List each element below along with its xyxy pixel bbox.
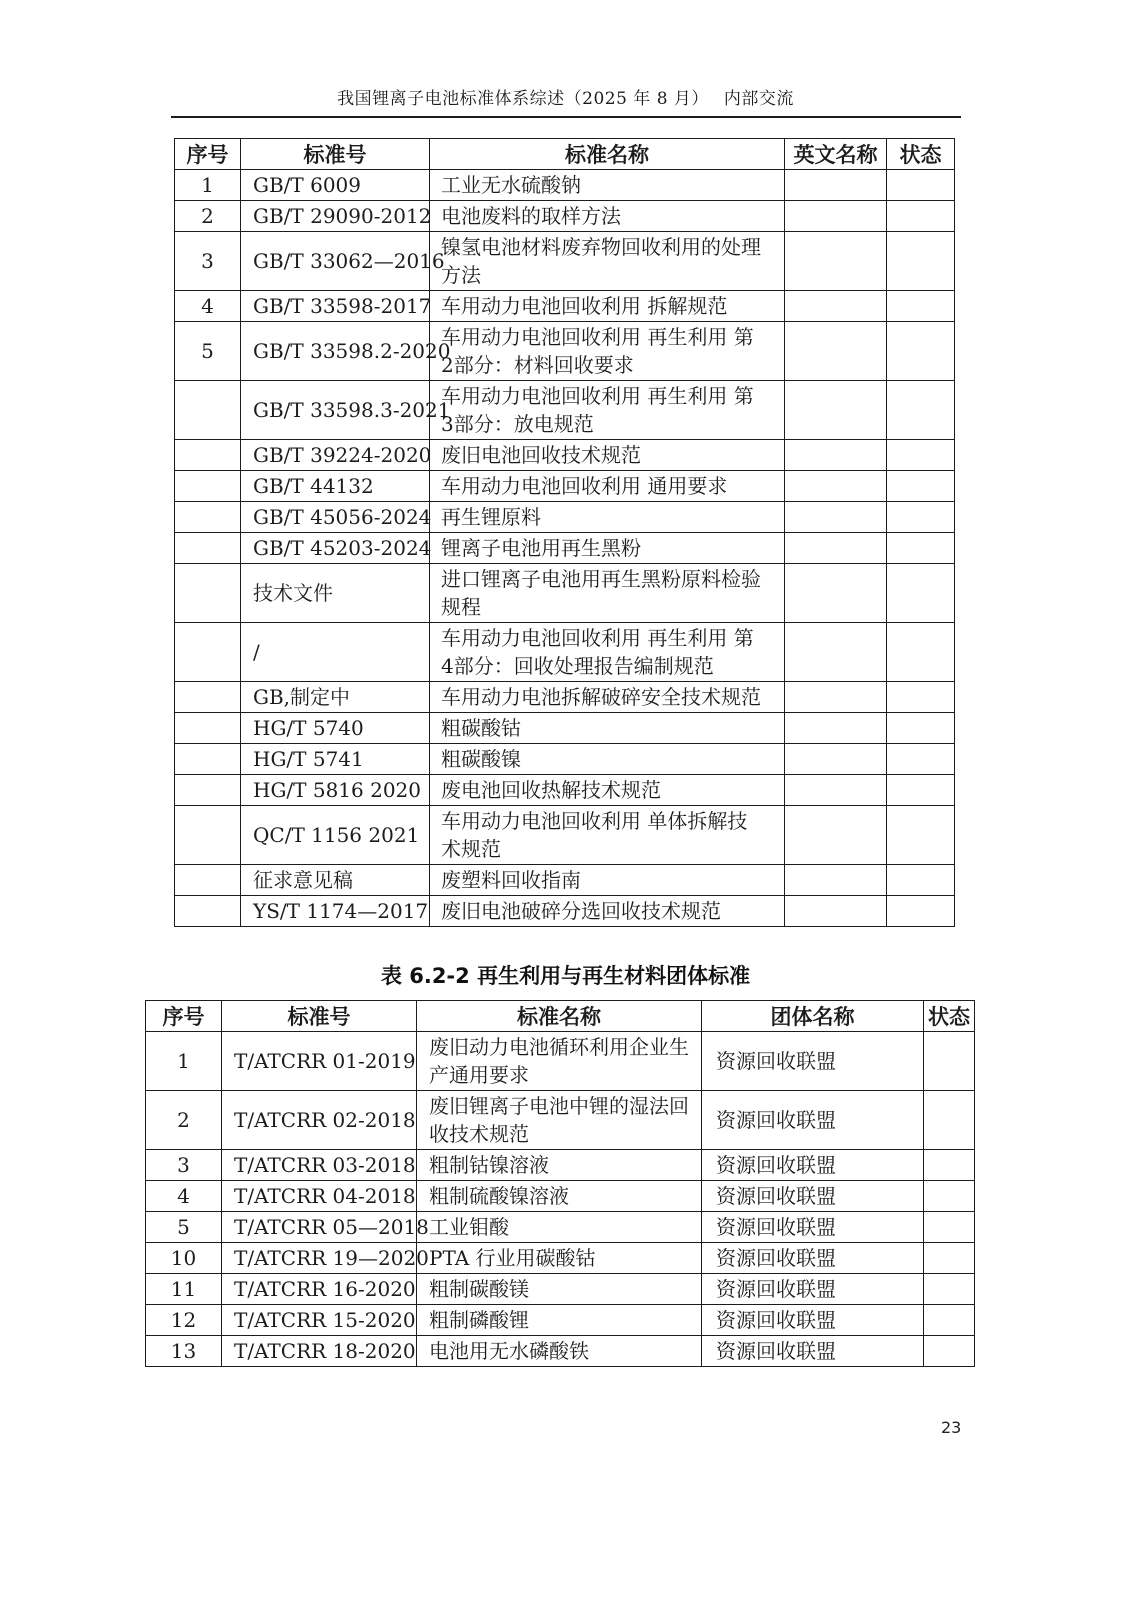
- cell-standard-no: T/ATCRR 01-2019: [222, 1032, 417, 1091]
- cell-seq: [175, 381, 241, 440]
- cell-standard-no: QC/T 1156 2021: [241, 806, 430, 865]
- cell-standard-name: 粗制硫酸镍溶液: [417, 1181, 702, 1212]
- table-row: [146, 1032, 975, 1091]
- cell-english-name: [785, 806, 887, 865]
- cell-seq: [175, 471, 241, 502]
- cell-standard-no: GB/T 39224-2020: [241, 440, 430, 471]
- cell-status: [887, 623, 955, 682]
- cell-status: [887, 381, 955, 440]
- cell-status: [887, 806, 955, 865]
- cell-org-name: 资源回收联盟: [702, 1212, 924, 1243]
- cell-standard-name: 车用动力电池拆解破碎安全技术规范: [430, 682, 785, 713]
- cell-standard-no: GB,制定中: [241, 682, 430, 713]
- cell-english-name: [785, 170, 887, 201]
- table-row: [146, 1091, 975, 1150]
- table-row: [175, 440, 955, 471]
- cell-seq: 10: [146, 1243, 222, 1274]
- cell-english-name: [785, 865, 887, 896]
- cell-standard-no: T/ATCRR 02-2018: [222, 1091, 417, 1150]
- cell-standard-name: 锂离子电池用再生黑粉: [430, 533, 785, 564]
- cell-standard-name: 车用动力电池回收利用 单体拆解技术规范: [430, 806, 785, 865]
- table-row: [175, 201, 955, 232]
- table-row: [175, 381, 955, 440]
- cell-status: [887, 502, 955, 533]
- cell-standard-name: 电池废料的取样方法: [430, 201, 785, 232]
- cell-status: [887, 471, 955, 502]
- cell-standard-name: 废旧电池破碎分选回收技术规范: [430, 896, 785, 927]
- cell-org-name: 资源回收联盟: [702, 1150, 924, 1181]
- table-row: [146, 1336, 975, 1367]
- table-row: [175, 471, 955, 502]
- cell-standard-no: 技术文件: [241, 564, 430, 623]
- cell-seq: [175, 440, 241, 471]
- group-standards-table: [145, 1000, 975, 1367]
- cell-standard-no: T/ATCRR 19—2020: [222, 1243, 417, 1274]
- cell-standard-no: /: [241, 623, 430, 682]
- cell-standard-no: GB/T 6009: [241, 170, 430, 201]
- cell-seq: 3: [146, 1150, 222, 1181]
- cell-standard-no: GB/T 45203-2024: [241, 533, 430, 564]
- table-row: [175, 564, 955, 623]
- cell-seq: 4: [146, 1181, 222, 1212]
- cell-status: [887, 865, 955, 896]
- cell-standard-name: 车用动力电池回收利用 再生利用 第3部分：放电规范: [430, 381, 785, 440]
- table-row: [175, 232, 955, 291]
- cell-standard-name: PTA 行业用碳酸钴: [417, 1243, 702, 1274]
- cell-english-name: [785, 564, 887, 623]
- cell-standard-no: GB/T 33598.2-2020: [241, 322, 430, 381]
- cell-standard-name: 工业钼酸: [417, 1212, 702, 1243]
- cell-standard-name: 镍氢电池材料废弃物回收利用的处理方法: [430, 232, 785, 291]
- cell-standard-name: 粗碳酸钴: [430, 713, 785, 744]
- cell-standard-name: 粗制碳酸镁: [417, 1274, 702, 1305]
- table-row: [175, 623, 955, 682]
- cell-seq: 5: [146, 1212, 222, 1243]
- cell-status: [924, 1336, 975, 1367]
- cell-org-name: 资源回收联盟: [702, 1181, 924, 1212]
- cell-standard-no: GB/T 33598.3-2021: [241, 381, 430, 440]
- table-row: [175, 291, 955, 322]
- cell-status: [887, 713, 955, 744]
- cell-status: [887, 201, 955, 232]
- cell-seq: [175, 623, 241, 682]
- table-row: [146, 1274, 975, 1305]
- cell-standard-no: HG/T 5816 2020: [241, 775, 430, 806]
- cell-seq: [175, 713, 241, 744]
- page-number: 23: [941, 1418, 962, 1437]
- cell-english-name: [785, 713, 887, 744]
- cell-standard-name: 废旧电池回收技术规范: [430, 440, 785, 471]
- cell-standard-no: GB/T 44132: [241, 471, 430, 502]
- cell-seq: [175, 865, 241, 896]
- cell-seq: [175, 682, 241, 713]
- cell-standard-name: 电池用无水磷酸铁: [417, 1336, 702, 1367]
- column-header: 状态: [887, 139, 955, 170]
- table-row: [175, 322, 955, 381]
- cell-standard-no: GB/T 33062—2016: [241, 232, 430, 291]
- column-header: 序号: [175, 139, 241, 170]
- cell-status: [887, 896, 955, 927]
- table-row: [175, 682, 955, 713]
- cell-seq: 4: [175, 291, 241, 322]
- cell-org-name: 资源回收联盟: [702, 1243, 924, 1274]
- column-header: 标准名称: [430, 139, 785, 170]
- national-standards-table: [174, 138, 955, 927]
- cell-standard-name: 废旧锂离子电池中锂的湿法回收技术规范: [417, 1091, 702, 1150]
- cell-seq: [175, 502, 241, 533]
- cell-status: [924, 1032, 975, 1091]
- cell-seq: 3: [175, 232, 241, 291]
- cell-standard-name: 车用动力电池回收利用 再生利用 第4部分：回收处理报告编制规范: [430, 623, 785, 682]
- cell-standard-no: YS/T 1174—2017: [241, 896, 430, 927]
- cell-seq: 11: [146, 1274, 222, 1305]
- cell-standard-no: GB/T 29090-2012: [241, 201, 430, 232]
- cell-status: [887, 440, 955, 471]
- cell-status: [924, 1181, 975, 1212]
- cell-seq: 2: [146, 1091, 222, 1150]
- cell-standard-no: 征求意见稿: [241, 865, 430, 896]
- cell-seq: 5: [175, 322, 241, 381]
- cell-seq: [175, 533, 241, 564]
- cell-english-name: [785, 533, 887, 564]
- cell-standard-name: 车用动力电池回收利用 拆解规范: [430, 291, 785, 322]
- cell-standard-name: 车用动力电池回收利用 再生利用 第2部分：材料回收要求: [430, 322, 785, 381]
- cell-english-name: [785, 201, 887, 232]
- cell-org-name: 资源回收联盟: [702, 1305, 924, 1336]
- cell-seq: [175, 775, 241, 806]
- cell-status: [887, 232, 955, 291]
- cell-seq: 12: [146, 1305, 222, 1336]
- column-header: 标准名称: [417, 1001, 702, 1032]
- cell-english-name: [785, 232, 887, 291]
- cell-standard-no: GB/T 45056-2024: [241, 502, 430, 533]
- cell-org-name: 资源回收联盟: [702, 1274, 924, 1305]
- cell-status: [887, 564, 955, 623]
- cell-standard-name: 废塑料回收指南: [430, 865, 785, 896]
- column-header: 标准号: [222, 1001, 417, 1032]
- cell-english-name: [785, 623, 887, 682]
- cell-status: [887, 682, 955, 713]
- column-header: 状态: [924, 1001, 975, 1032]
- cell-status: [887, 291, 955, 322]
- cell-standard-no: T/ATCRR 03-2018: [222, 1150, 417, 1181]
- cell-status: [924, 1091, 975, 1150]
- cell-seq: 1: [146, 1032, 222, 1091]
- table-row: [175, 744, 955, 775]
- cell-standard-no: T/ATCRR 04-2018: [222, 1181, 417, 1212]
- cell-english-name: [785, 440, 887, 471]
- table2-title: 表 6.2-2 再生利用与再生材料团体标准: [380, 964, 751, 988]
- cell-seq: [175, 896, 241, 927]
- table-row: [146, 1181, 975, 1212]
- cell-org-name: 资源回收联盟: [702, 1336, 924, 1367]
- cell-english-name: [785, 381, 887, 440]
- cell-status: [887, 170, 955, 201]
- column-header: 英文名称: [785, 139, 887, 170]
- table-row: [146, 1150, 975, 1181]
- cell-status: [924, 1212, 975, 1243]
- table-row: [146, 1243, 975, 1274]
- cell-seq: [175, 744, 241, 775]
- cell-seq: [175, 564, 241, 623]
- cell-standard-no: T/ATCRR 18-2020: [222, 1336, 417, 1367]
- column-header: 团体名称: [702, 1001, 924, 1032]
- cell-seq: 13: [146, 1336, 222, 1367]
- cell-standard-no: GB/T 33598-2017: [241, 291, 430, 322]
- table-row: [175, 713, 955, 744]
- cell-org-name: 资源回收联盟: [702, 1091, 924, 1150]
- cell-status: [887, 775, 955, 806]
- cell-status: [924, 1243, 975, 1274]
- cell-status: [887, 533, 955, 564]
- cell-standard-name: 再生锂原料: [430, 502, 785, 533]
- cell-english-name: [785, 322, 887, 381]
- table-row: [175, 865, 955, 896]
- cell-standard-no: T/ATCRR 05—2018: [222, 1212, 417, 1243]
- cell-standard-no: HG/T 5741: [241, 744, 430, 775]
- table-row: [175, 502, 955, 533]
- cell-standard-name: 废电池回收热解技术规范: [430, 775, 785, 806]
- cell-status: [924, 1274, 975, 1305]
- table-row: [175, 170, 955, 201]
- header-rule: [171, 116, 961, 118]
- cell-standard-name: 工业无水硫酸钠: [430, 170, 785, 201]
- cell-english-name: [785, 291, 887, 322]
- cell-standard-name: 粗制磷酸锂: [417, 1305, 702, 1336]
- cell-seq: 2: [175, 201, 241, 232]
- cell-standard-no: HG/T 5740: [241, 713, 430, 744]
- cell-seq: [175, 806, 241, 865]
- cell-english-name: [785, 471, 887, 502]
- cell-english-name: [785, 775, 887, 806]
- page-header: 我国锂离子电池标准体系综述（2025 年 8 月） 内部交流: [337, 89, 794, 109]
- column-header: 序号: [146, 1001, 222, 1032]
- cell-english-name: [785, 744, 887, 775]
- cell-standard-name: 粗碳酸镍: [430, 744, 785, 775]
- cell-standard-name: 粗制钴镍溶液: [417, 1150, 702, 1181]
- cell-standard-no: T/ATCRR 15-2020: [222, 1305, 417, 1336]
- table-row: [146, 1212, 975, 1243]
- cell-org-name: 资源回收联盟: [702, 1032, 924, 1091]
- header-row: [175, 139, 955, 170]
- cell-status: [887, 744, 955, 775]
- table-row: [175, 806, 955, 865]
- table-row: [175, 896, 955, 927]
- cell-english-name: [785, 502, 887, 533]
- cell-standard-name: 车用动力电池回收利用 通用要求: [430, 471, 785, 502]
- cell-seq: 1: [175, 170, 241, 201]
- cell-standard-name: 进口锂离子电池用再生黑粉原料检验规程: [430, 564, 785, 623]
- cell-standard-no: T/ATCRR 16-2020: [222, 1274, 417, 1305]
- header-row: [146, 1001, 975, 1032]
- table-row: [146, 1305, 975, 1336]
- cell-standard-name: 废旧动力电池循环利用企业生产通用要求: [417, 1032, 702, 1091]
- cell-english-name: [785, 896, 887, 927]
- cell-status: [887, 322, 955, 381]
- cell-english-name: [785, 682, 887, 713]
- cell-status: [924, 1150, 975, 1181]
- column-header: 标准号: [241, 139, 430, 170]
- table-row: [175, 533, 955, 564]
- cell-status: [924, 1305, 975, 1336]
- table-row: [175, 775, 955, 806]
